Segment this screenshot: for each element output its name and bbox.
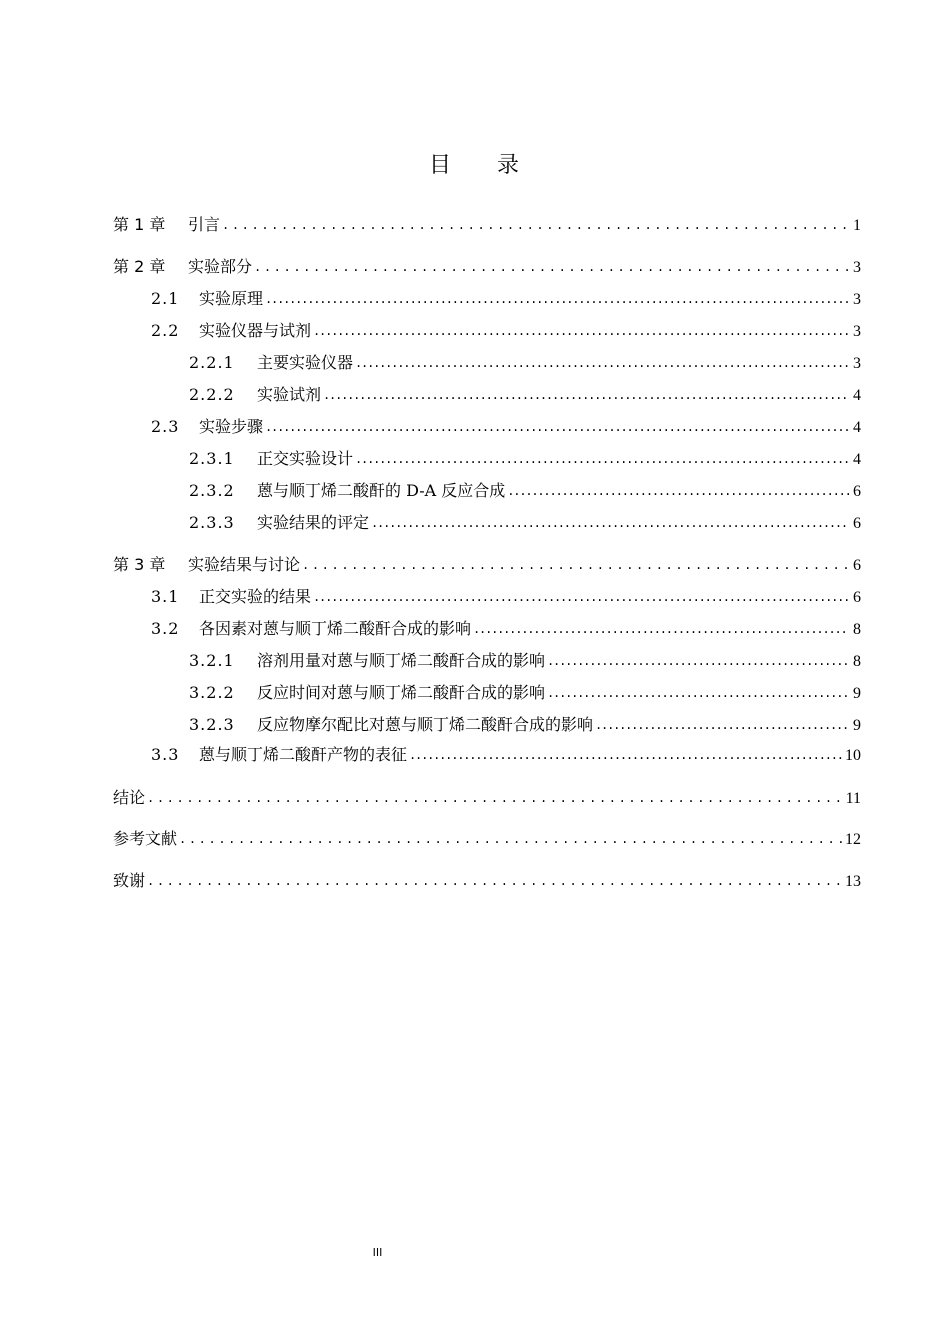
- toc-entry[interactable]: [113, 714, 861, 736]
- toc-dot-leader: [147, 787, 844, 809]
- toc-entry[interactable]: [113, 650, 861, 672]
- toc-entry-number: 2.3.1: [189, 449, 235, 468]
- toc-entry-page: 8: [853, 621, 861, 638]
- toc-entry-number: 2.2: [151, 321, 180, 340]
- toc-entry-page: 4: [853, 387, 861, 404]
- toc-entry[interactable]: [113, 256, 861, 278]
- toc-entry-page: 6: [853, 515, 861, 532]
- toc-entry-number: 2.3: [151, 417, 180, 436]
- toc-entry-title: 主要实验仪器: [257, 353, 354, 372]
- toc-entry-page: 6: [853, 483, 861, 500]
- toc-entry-number: 3.2.3: [189, 715, 235, 734]
- toc-dot-leader: [302, 554, 849, 576]
- toc-dot-leader: [265, 288, 849, 310]
- toc-entry-page: 3: [853, 259, 861, 276]
- toc-entry-number: 2.3.2: [189, 481, 235, 500]
- toc-entry-title: 实验结果与讨论: [188, 555, 301, 574]
- toc-entry-number: 第 3 章: [113, 555, 166, 574]
- toc-entry-number: 3.2.1: [189, 651, 235, 670]
- toc-entry-title: 蒽与顺丁烯二酸酐的 D-A 反应合成: [257, 481, 506, 500]
- toc-entry-page: 4: [853, 451, 861, 468]
- toc-entry-title: 引言: [188, 215, 221, 234]
- toc-entry-number: 3.2.2: [189, 683, 235, 702]
- toc-entry[interactable]: [113, 682, 861, 704]
- toc-title: [0, 148, 950, 179]
- toc-entry[interactable]: [113, 554, 861, 576]
- toc-entry-title: 致谢: [113, 871, 146, 890]
- toc-entry-title: 实验部分: [188, 257, 253, 276]
- toc-entry-page: 6: [853, 557, 861, 574]
- toc-entry-page: 1: [853, 217, 861, 234]
- toc-dot-leader: [595, 714, 849, 736]
- toc-dot-leader: [265, 416, 849, 438]
- toc-entry-title: 实验试剂: [257, 385, 322, 404]
- toc-dot-leader: [371, 512, 849, 534]
- toc-entry-number: 2.3.3: [189, 513, 235, 532]
- toc-entry[interactable]: [113, 480, 861, 502]
- toc-entry-page: 3: [853, 291, 861, 308]
- toc-entry-title: 实验原理: [199, 289, 264, 308]
- toc-dot-leader: [547, 682, 849, 704]
- toc-entry-number: 3.2: [151, 619, 180, 638]
- toc-title-left: 目: [428, 153, 453, 178]
- toc-entry[interactable]: [113, 870, 861, 892]
- toc-entry-title: 参考文献: [113, 829, 178, 848]
- toc-entry-page: 6: [853, 589, 861, 606]
- toc-entry-title: 实验仪器与试剂: [199, 321, 312, 340]
- toc-entry-number: 3.3: [151, 745, 180, 764]
- page-number-footer: III: [372, 1246, 383, 1259]
- toc-entry-title: 正交实验设计: [257, 449, 354, 468]
- toc-entry-title: 各因素对蒽与顺丁烯二酸酐合成的影响: [199, 619, 472, 638]
- toc-dot-leader: [409, 744, 843, 766]
- toc-entry-title: 溶剂用量对蒽与顺丁烯二酸酐合成的影响: [257, 651, 546, 670]
- toc-entry-page: 9: [853, 685, 861, 702]
- toc-entry[interactable]: [113, 787, 861, 809]
- toc-dot-leader: [547, 650, 849, 672]
- toc-entry-title: 反应物摩尔配比对蒽与顺丁烯二酸酐合成的影响: [257, 715, 594, 734]
- toc-dot-leader: [323, 384, 849, 406]
- toc-entry[interactable]: [113, 744, 861, 766]
- toc-entry-number: 第 2 章: [113, 257, 166, 276]
- toc-dot-leader: [222, 214, 849, 236]
- toc-entry-title: 结论: [113, 788, 146, 807]
- toc-entry[interactable]: [113, 288, 861, 310]
- toc-entry[interactable]: [113, 352, 861, 374]
- toc-entry-page: 12: [845, 831, 861, 848]
- toc-dot-leader: [507, 480, 849, 502]
- toc-entry-number: 3.1: [151, 587, 180, 606]
- toc-dot-leader: [313, 320, 849, 342]
- toc-entry[interactable]: [113, 320, 861, 342]
- toc-entry[interactable]: [113, 586, 861, 608]
- toc-entry-number: 第 1 章: [113, 215, 166, 234]
- toc-dot-leader: [355, 352, 849, 374]
- toc-entry-page: 10: [845, 747, 861, 764]
- toc-dot-leader: [355, 448, 849, 470]
- toc-entry[interactable]: [113, 214, 861, 236]
- toc-entry-title: 反应时间对蒽与顺丁烯二酸酐合成的影响: [257, 683, 546, 702]
- toc-entry-page: 13: [845, 873, 861, 890]
- toc-entry[interactable]: [113, 384, 861, 406]
- toc-entry-page: 3: [853, 323, 861, 340]
- toc-entry-title: 正交实验的结果: [199, 587, 312, 606]
- toc-entry-page: 4: [853, 419, 861, 436]
- toc-entry[interactable]: [113, 512, 861, 534]
- toc-entry-number: 2.2.1: [189, 353, 235, 372]
- toc-dot-leader: [147, 870, 843, 892]
- toc-entry[interactable]: [113, 448, 861, 470]
- toc-entry[interactable]: [113, 416, 861, 438]
- toc-entry-title: 实验结果的评定: [257, 513, 370, 532]
- toc-entry-title: 蒽与顺丁烯二酸酐产物的表征: [199, 745, 408, 764]
- toc-entry-number: 2.1: [151, 289, 180, 308]
- toc-entry[interactable]: [113, 828, 861, 850]
- toc-entry-page: 3: [853, 355, 861, 372]
- toc-title-right: 录: [497, 153, 522, 178]
- toc-entry[interactable]: [113, 618, 861, 640]
- toc-dot-leader: [473, 618, 849, 640]
- toc-entry-page: 9: [853, 717, 861, 734]
- toc-entry-title: 实验步骤: [199, 417, 264, 436]
- toc-dot-leader: [254, 256, 849, 278]
- toc-entry-page: 8: [853, 653, 861, 670]
- toc-entry-number: 2.2.2: [189, 385, 235, 404]
- toc-dot-leader: [313, 586, 849, 608]
- toc-dot-leader: [179, 828, 843, 850]
- toc-entry-page: 11: [845, 790, 861, 807]
